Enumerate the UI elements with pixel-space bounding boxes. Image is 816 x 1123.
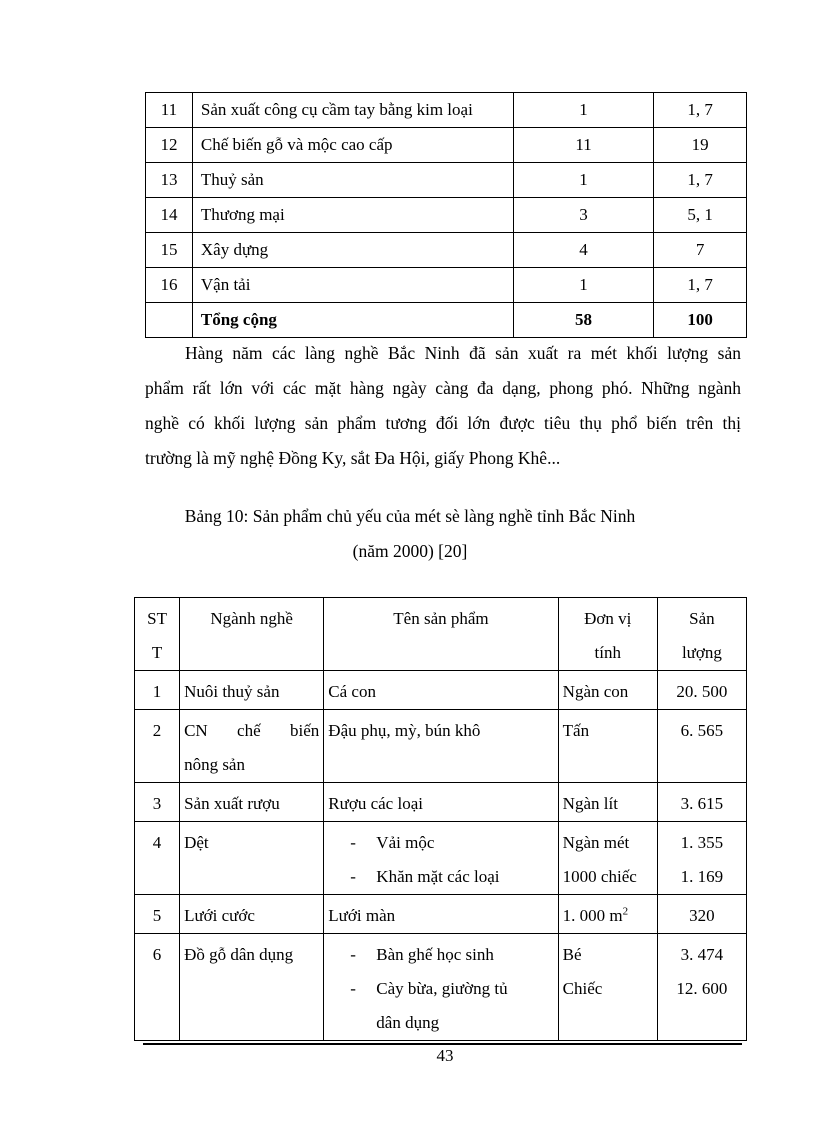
cell-nganh: Sản xuất rượu: [180, 783, 324, 822]
cell-san-pham: [324, 822, 558, 895]
cell-nganh: Dệt: [180, 822, 324, 895]
bullet-dash: -: [350, 833, 356, 852]
cell-stt: 15: [146, 233, 193, 268]
header-stt: [135, 598, 180, 671]
bullet-text: Cày bừa, giường tủ: [376, 979, 508, 998]
table-row: [135, 895, 747, 934]
cell-stt: 6: [135, 934, 180, 1041]
cell-percent: 19: [654, 128, 747, 163]
total-row: [146, 303, 747, 338]
cell-stt: 2: [135, 710, 180, 783]
header-text: ST: [147, 609, 167, 628]
cell-industry: Sản xuất công cụ cầm tay bằng kim loại: [192, 93, 513, 128]
table-caption-year: (năm 2000) [20]: [352, 541, 468, 561]
header-text: lượng: [681, 643, 722, 662]
cell-text: 12. 600: [676, 979, 728, 998]
paragraph-line: phẩm rất lớn với các mặt hàng ngày càng đa dạng, phong phó. Những ngành: [145, 378, 741, 398]
cell-san-luong: 3. 615: [657, 783, 746, 822]
header-don-vi: [558, 598, 657, 671]
cell-nganh: Đồ gỗ dân dụng: [180, 934, 324, 1041]
cell-count: 4: [513, 233, 653, 268]
bullet-item: [328, 860, 553, 894]
total-label: Tổng cộng: [192, 303, 513, 338]
cell-text: 1000 chiếc: [562, 867, 637, 886]
bullet-dash: -: [350, 979, 356, 998]
table-row: [135, 783, 747, 822]
table-row: [146, 128, 747, 163]
cell-text: 1. 000 m: [562, 906, 623, 925]
paragraph-line: trường là mỹ nghệ Đồng Ky, sắt Đa Hội, giấy Phong Khê...: [145, 448, 561, 468]
cell-don-vi: [558, 895, 657, 934]
cell-san-pham: Lưới màn: [324, 895, 558, 934]
product-table: [134, 597, 747, 1041]
bullet-dash: -: [350, 867, 356, 886]
bullet-item: [328, 826, 553, 860]
cell-san-luong: 20. 500: [657, 671, 746, 710]
cell-stt: 4: [135, 822, 180, 895]
paragraph-line: Hàng năm các làng nghề Bắc Ninh đã sản xuất ra mét khối lượng sản: [185, 343, 741, 363]
cell-nganh: Nuôi thuỷ sản: [180, 671, 324, 710]
cell-don-vi: Ngàn con: [558, 671, 657, 710]
cell-stt: 16: [146, 268, 193, 303]
cell-nganh: [180, 710, 324, 783]
header-text: Đơn vị: [584, 609, 632, 628]
cell-stt: 1: [135, 671, 180, 710]
cell-san-luong: 320: [657, 895, 746, 934]
total-percent: 100: [654, 303, 747, 338]
cell-industry: Chế biến gỗ và mộc cao cấp: [192, 128, 513, 163]
table-row: [146, 198, 747, 233]
bullet-text: Khăn mặt các loại: [376, 867, 500, 886]
table-row: [146, 163, 747, 198]
cell-don-vi: [558, 822, 657, 895]
cell-percent: 5, 1: [654, 198, 747, 233]
cell-text: 1. 355: [680, 833, 724, 852]
bullet-item: [328, 972, 553, 1006]
cell-san-luong: [657, 934, 746, 1041]
cell-count: 1: [513, 93, 653, 128]
page-number: 43: [436, 1046, 454, 1065]
cell-text: 3. 474: [680, 945, 724, 964]
cell-industry: Vận tải: [192, 268, 513, 303]
table-row: [135, 710, 747, 783]
cell-stt-empty: [146, 303, 193, 338]
cell-san-pham: Cá con: [324, 671, 558, 710]
header-san-luong: [657, 598, 746, 671]
cell-percent: 1, 7: [654, 268, 747, 303]
cell-don-vi: Ngàn lít: [558, 783, 657, 822]
table-row: [135, 822, 747, 895]
bullet-text: Bàn ghế học sinh: [376, 945, 494, 964]
cell-percent: 1, 7: [654, 163, 747, 198]
cell-industry: Xây dựng: [192, 233, 513, 268]
cell-san-pham: Rượu các loại: [324, 783, 558, 822]
table-row: [135, 934, 747, 1041]
cell-san-luong: 6. 565: [657, 710, 746, 783]
table-row: [146, 233, 747, 268]
cell-count: 1: [513, 268, 653, 303]
table-row: [146, 93, 747, 128]
unit-superscript: 2: [622, 905, 629, 918]
cell-stt: 13: [146, 163, 193, 198]
cell-count: 11: [513, 128, 653, 163]
cell-text: Bé: [562, 945, 582, 964]
cell-industry: Thương mại: [192, 198, 513, 233]
total-count: 58: [513, 303, 653, 338]
cell-industry: Thuỷ sản: [192, 163, 513, 198]
bullet-dash: -: [350, 945, 356, 964]
cell-count: 1: [513, 163, 653, 198]
cell-san-pham: [324, 934, 558, 1041]
paragraph-line: nghề có khối lượng sản phẩm tương đối lớn được tiêu thụ phổ biến trên thị: [145, 413, 741, 433]
cell-nganh: Lưới cước: [180, 895, 324, 934]
table-caption: Bảng 10: Sản phẩm chủ yếu của mét sè làng nghề tỉnh Bắc Ninh: [184, 506, 636, 526]
cell-stt: 5: [135, 895, 180, 934]
footer-divider: [143, 1043, 742, 1045]
cell-text: Ngàn mét: [562, 833, 630, 852]
cell-text: nông sản: [184, 755, 245, 774]
header-san-pham: Tên sản phẩm: [324, 598, 558, 671]
cell-text: Chiếc: [562, 979, 603, 998]
bullet-text: Vải mộc: [376, 833, 435, 852]
bullet-item: [328, 938, 553, 972]
cell-count: 3: [513, 198, 653, 233]
cell-text: 1. 169: [680, 867, 724, 886]
cell-stt: 3: [135, 783, 180, 822]
header-text: tính: [594, 643, 621, 662]
industry-count-table: [145, 92, 747, 338]
cell-stt: 11: [146, 93, 193, 128]
cell-don-vi: Tấn: [558, 710, 657, 783]
cell-don-vi: [558, 934, 657, 1041]
cell-san-pham: Đậu phụ, mỳ, bún khô: [324, 710, 558, 783]
bullet-continuation: dân dụng: [376, 1013, 440, 1032]
cell-text: CN chế biến: [184, 721, 320, 740]
header-text: Sản: [689, 609, 715, 628]
table-header-row: [135, 598, 747, 671]
cell-stt: 12: [146, 128, 193, 163]
cell-stt: 14: [146, 198, 193, 233]
body-paragraph: [145, 336, 741, 476]
table-row: [135, 671, 747, 710]
industry-count-body: [146, 93, 747, 338]
header-nganh: Ngành nghề: [180, 598, 324, 671]
table-row: [146, 268, 747, 303]
cell-percent: 1, 7: [654, 93, 747, 128]
cell-san-luong: [657, 822, 746, 895]
header-text: T: [151, 643, 163, 662]
cell-percent: 7: [654, 233, 747, 268]
